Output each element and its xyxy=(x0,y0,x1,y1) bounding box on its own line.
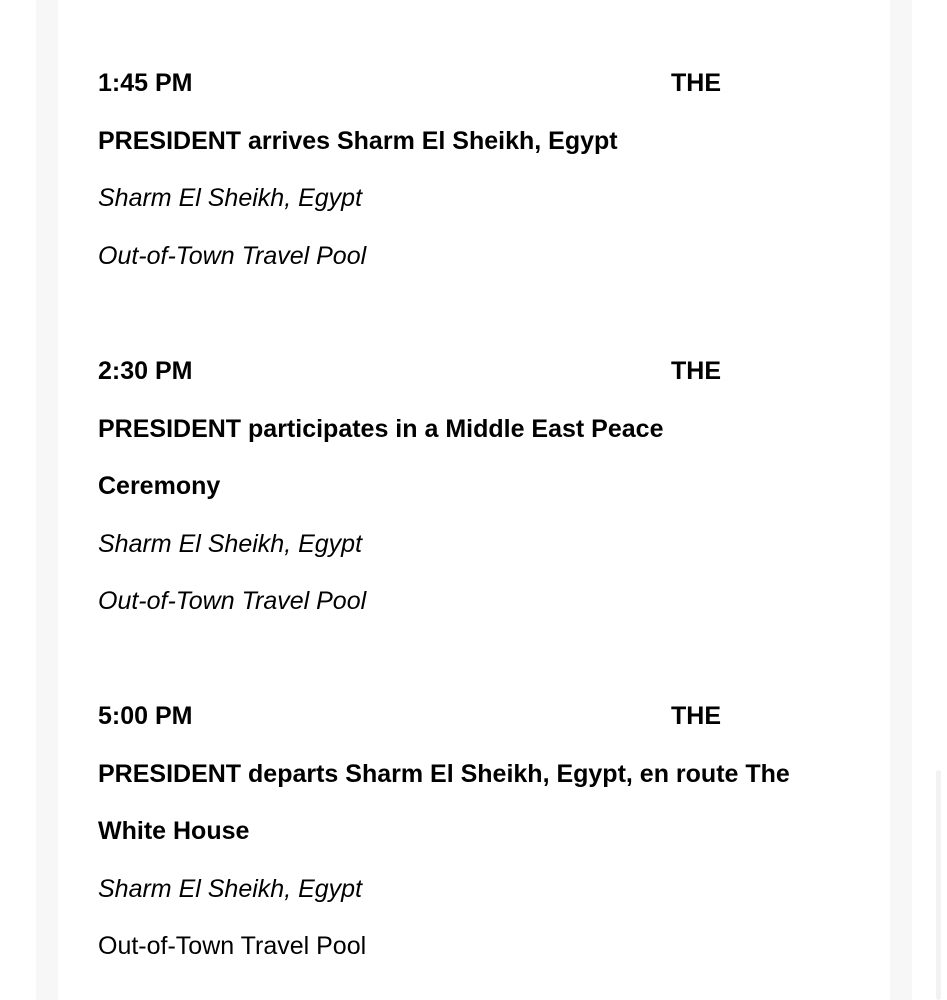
entry-coverage: Out-of-Town Travel Pool xyxy=(98,241,367,270)
left-margin xyxy=(36,0,58,1000)
entry-coverage: Out-of-Town Travel Pool xyxy=(98,587,367,616)
scrollbar-thumb[interactable] xyxy=(936,770,941,1000)
entry-time: 2:30 PM xyxy=(98,357,193,385)
entry-location: Sharm El Sheikh, Egypt xyxy=(98,874,363,903)
entry-time: 1:45 PM xyxy=(98,69,193,97)
entry-header xyxy=(98,343,858,401)
entry-header xyxy=(98,688,858,746)
entry-header xyxy=(98,55,858,113)
entry-lead: THE xyxy=(671,357,721,385)
entry-description: PRESIDENT participates in a Middle East Peace xyxy=(98,414,664,443)
entry-description: PRESIDENT departs Sharm El Sheikh, Egypt, en route The xyxy=(98,759,790,788)
entry-lead: THE xyxy=(671,702,721,730)
schedule-entry xyxy=(98,688,858,976)
entry-time: 5:00 PM xyxy=(98,702,193,730)
entry-description-continued: White House xyxy=(98,817,250,846)
schedule-content xyxy=(58,0,890,1000)
schedule-entry xyxy=(98,55,858,285)
entry-coverage: Out-of-Town Travel Pool xyxy=(98,932,367,961)
entry-lead: THE xyxy=(671,69,721,97)
entry-description-continued: Ceremony xyxy=(98,472,221,501)
entry-location: Sharm El Sheikh, Egypt xyxy=(98,529,363,558)
schedule-entry xyxy=(98,343,858,631)
entry-description: PRESIDENT arrives Sharm El Sheikh, Egypt xyxy=(98,126,618,155)
entry-location: Sharm El Sheikh, Egypt xyxy=(98,184,363,213)
right-margin xyxy=(890,0,912,1000)
